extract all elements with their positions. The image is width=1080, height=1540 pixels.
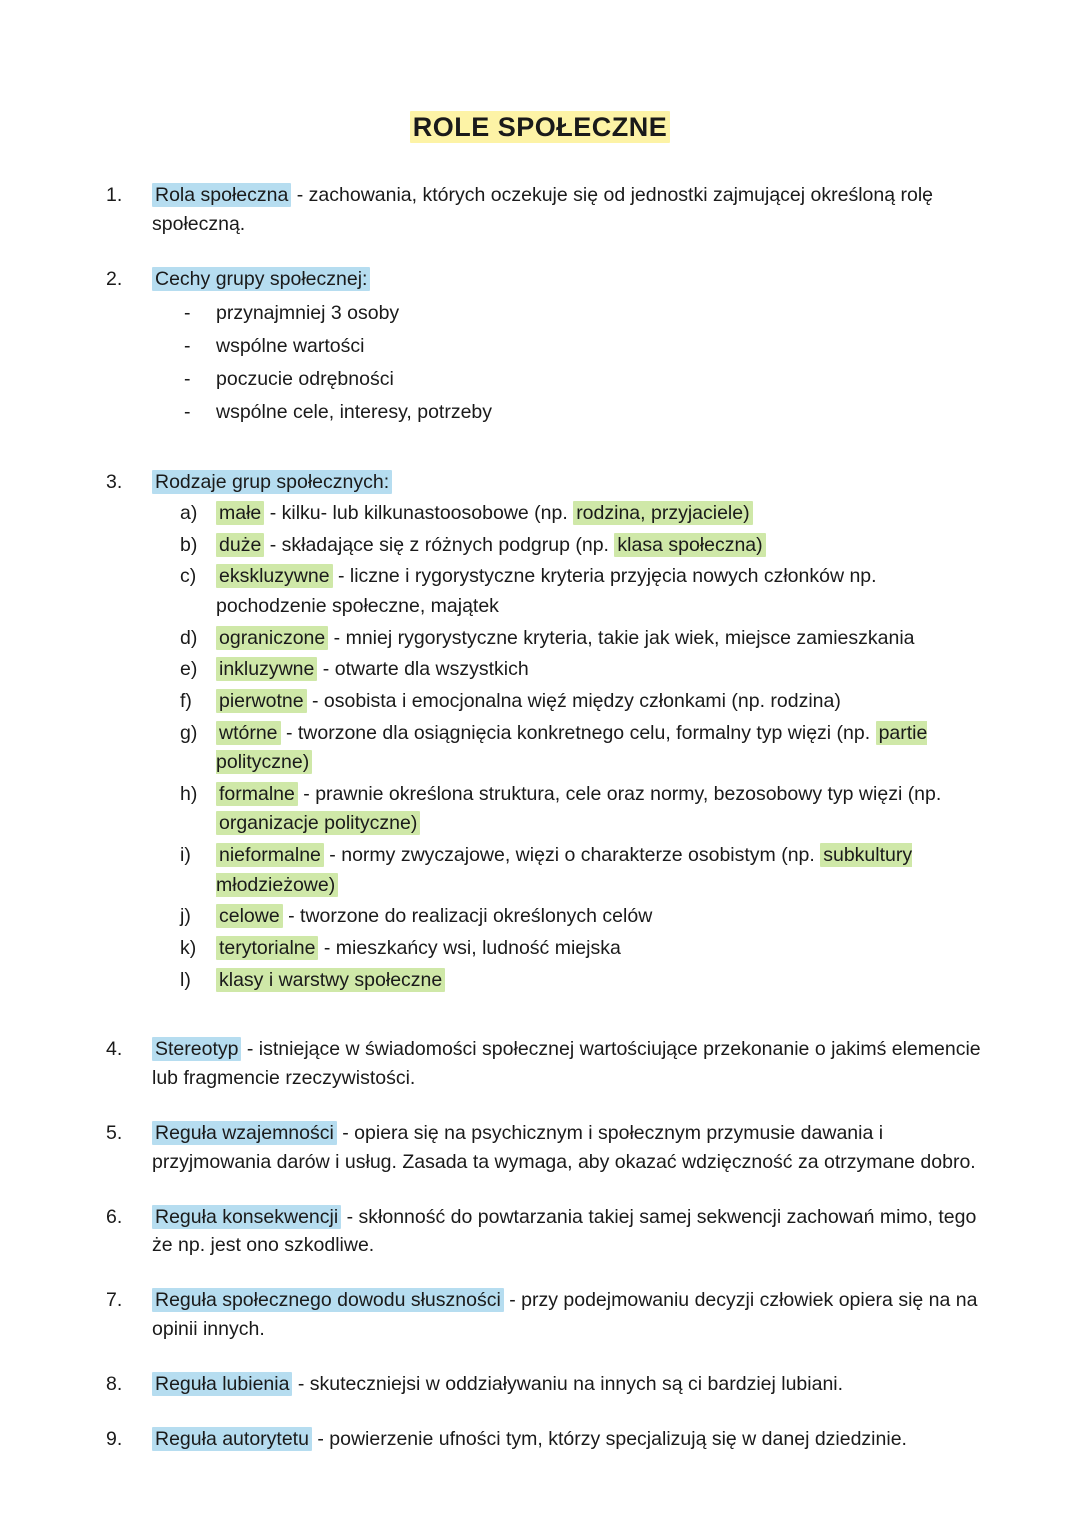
list-item bbox=[92, 1425, 988, 1454]
alpha-item bbox=[152, 934, 988, 964]
term-highlight: Stereotyp bbox=[152, 1037, 241, 1061]
alpha-item bbox=[152, 624, 988, 654]
list-item-number: 7. bbox=[106, 1289, 123, 1312]
alpha-text: - kilku- lub kilkunastoosobowe (np. bbox=[264, 502, 574, 525]
alpha-marker: c) bbox=[180, 565, 197, 588]
alpha-term: inkluzywne bbox=[216, 657, 317, 681]
dash-item-text: przynajmniej 3 osoby bbox=[216, 301, 400, 324]
alpha-item bbox=[152, 902, 988, 932]
alpha-item bbox=[152, 841, 988, 900]
alpha-term: nieformalne bbox=[216, 843, 324, 867]
spacer bbox=[92, 454, 988, 468]
list-item-body bbox=[152, 1425, 988, 1454]
page-title-text: ROLE SPOŁECZNE bbox=[410, 111, 671, 143]
alpha-text: - osobista i emocjonalna więź między członkami (np. rodzina) bbox=[306, 689, 841, 712]
term-description: - zachowania, których oczekuje się od jednostki zajmującej określoną rolę społeczną. bbox=[152, 184, 933, 235]
alpha-marker: e) bbox=[180, 658, 198, 681]
list-item-number: 5. bbox=[106, 1121, 123, 1144]
list-item-number: 2. bbox=[106, 267, 123, 290]
alpha-tail-highlight: organizacje polityczne) bbox=[216, 811, 420, 835]
alpha-term: ograniczone bbox=[216, 626, 328, 650]
dash-item bbox=[152, 298, 988, 329]
alpha-term: klasy i warstwy społeczne bbox=[216, 968, 445, 992]
alpha-term: formalne bbox=[216, 782, 298, 806]
list-item bbox=[92, 468, 988, 995]
dash-marker: - bbox=[184, 301, 191, 324]
list-item-body bbox=[152, 1035, 988, 1093]
dash-item-text: wspólne wartości bbox=[216, 334, 365, 357]
alpha-text: - otwarte dla wszystkich bbox=[317, 658, 529, 681]
list-item-number: 6. bbox=[106, 1205, 123, 1228]
dash-sublist bbox=[152, 298, 988, 429]
list-item bbox=[92, 1119, 988, 1177]
term-highlight: Reguła lubienia bbox=[152, 1372, 292, 1396]
alpha-marker: j) bbox=[180, 905, 191, 928]
alpha-item bbox=[152, 966, 988, 996]
dash-item-text: poczucie odrębności bbox=[216, 367, 394, 390]
alpha-sublist bbox=[152, 499, 988, 995]
list-item-number: 8. bbox=[106, 1373, 123, 1396]
alpha-marker: h) bbox=[180, 782, 198, 805]
alpha-item bbox=[152, 655, 988, 685]
alpha-tail-highlight: rodzina, przyjaciele) bbox=[573, 501, 752, 525]
alpha-marker: a) bbox=[180, 502, 198, 525]
list-item-body bbox=[152, 265, 988, 294]
alpha-term: małe bbox=[216, 501, 264, 525]
alpha-tail-highlight: subkultury młodzieżowe) bbox=[216, 844, 913, 896]
alpha-item bbox=[152, 531, 988, 561]
alpha-text: - mieszkańcy wsi, ludność miejska bbox=[318, 936, 621, 959]
term-highlight: Cechy grupy społecznej: bbox=[152, 267, 370, 291]
list-item-number: 9. bbox=[106, 1427, 123, 1450]
term-highlight: Reguła autorytetu bbox=[152, 1427, 312, 1451]
term-highlight: Reguła wzajemności bbox=[152, 1121, 337, 1145]
term-description: - opiera się na psychicznym i społecznym przymusie dawania i przyjmowania darów i usług. Zasada ta wymaga, aby okazać wdzięczność za otrzymane dobro. bbox=[152, 1121, 976, 1173]
alpha-term: ekskluzywne bbox=[216, 564, 333, 588]
list-item bbox=[92, 181, 988, 239]
term-description: - skuteczniejsi w oddziaływaniu na innych są ci bardziej lubiani. bbox=[292, 1373, 844, 1396]
list-item bbox=[92, 265, 988, 429]
term-highlight: Rodzaje grup społecznych: bbox=[152, 470, 392, 494]
list-item bbox=[92, 1035, 988, 1093]
alpha-item bbox=[152, 499, 988, 529]
alpha-term: duże bbox=[216, 533, 264, 557]
alpha-marker: f) bbox=[180, 689, 192, 712]
alpha-text: - prawnie określona struktura, cele oraz normy, bezosobowy typ więzi (np. bbox=[297, 782, 942, 805]
dash-item bbox=[152, 331, 988, 362]
term-description: - istniejące w świadomości społecznej wartościujące przekonanie o jakimś elemencie lub fragmencie rzeczywistości. bbox=[152, 1038, 981, 1090]
alpha-term: pierwotne bbox=[216, 689, 307, 713]
list-item-body bbox=[152, 1286, 988, 1344]
alpha-item bbox=[152, 780, 988, 839]
list-item bbox=[92, 1286, 988, 1344]
alpha-marker: b) bbox=[180, 533, 198, 556]
alpha-text: - składające się z różnych podgrup (np. bbox=[264, 533, 615, 556]
alpha-text: - normy zwyczajowe, więzi o charakterze osobistym (np. bbox=[323, 844, 821, 867]
dash-marker: - bbox=[184, 401, 191, 424]
alpha-item bbox=[152, 719, 988, 778]
alpha-term: terytorialne bbox=[216, 936, 318, 960]
dash-marker: - bbox=[184, 334, 191, 357]
alpha-text: - tworzone do realizacji określonych celów bbox=[282, 905, 653, 928]
term-highlight: Rola społeczna bbox=[152, 183, 291, 207]
alpha-marker: d) bbox=[180, 626, 198, 649]
alpha-tail-highlight: klasa społeczna) bbox=[614, 533, 765, 557]
list-item-body bbox=[152, 181, 988, 239]
dash-item bbox=[152, 397, 988, 428]
alpha-term: wtórne bbox=[216, 721, 281, 745]
alpha-tail-highlight: partie polityczne) bbox=[216, 721, 928, 774]
spacer bbox=[92, 1021, 988, 1035]
term-highlight: Reguła społecznego dowodu słuszności bbox=[152, 1288, 504, 1312]
list-item-number: 4. bbox=[106, 1038, 123, 1061]
list-item bbox=[92, 1203, 988, 1261]
alpha-text: - liczne i rygorystyczne kryteria przyjęcia nowych członków np. pochodzenie społeczne, majątek bbox=[216, 565, 877, 618]
list-item-body bbox=[152, 468, 988, 497]
numbered-list bbox=[92, 181, 988, 1454]
page-title bbox=[92, 112, 988, 143]
list-item bbox=[92, 1370, 988, 1399]
list-item-body bbox=[152, 1203, 988, 1261]
list-item-body bbox=[152, 1119, 988, 1177]
alpha-term: celowe bbox=[216, 904, 283, 928]
alpha-text: - mniej rygorystyczne kryteria, takie jak wiek, miejsce zamieszkania bbox=[328, 626, 915, 649]
alpha-marker: g) bbox=[180, 721, 198, 744]
alpha-item bbox=[152, 562, 988, 621]
term-description: - powierzenie ufności tym, którzy specjalizują się w danej dziedzinie. bbox=[311, 1427, 907, 1450]
alpha-marker: l) bbox=[180, 968, 191, 991]
term-highlight: Reguła konsekwencji bbox=[152, 1205, 341, 1229]
list-item-number: 3. bbox=[106, 471, 123, 494]
alpha-text: - tworzone dla osiągnięcia konkretnego celu, formalny typ więzi (np. bbox=[280, 721, 876, 744]
alpha-marker: k) bbox=[180, 936, 197, 959]
list-item-body bbox=[152, 1370, 988, 1399]
dash-item bbox=[152, 364, 988, 395]
term-description: - przy podejmowaniu decyzji człowiek opiera się na na opinii innych. bbox=[152, 1289, 978, 1341]
alpha-marker: i) bbox=[180, 844, 191, 867]
list-item-number: 1. bbox=[106, 184, 123, 206]
term-description: - skłonność do powtarzania takiej samej sekwencji zachowań mimo, tego że np. jest ono szkodliwe. bbox=[152, 1205, 977, 1257]
dash-marker: - bbox=[184, 367, 191, 390]
dash-item-text: wspólne cele, interesy, potrzeby bbox=[216, 401, 493, 424]
alpha-item bbox=[152, 687, 988, 717]
